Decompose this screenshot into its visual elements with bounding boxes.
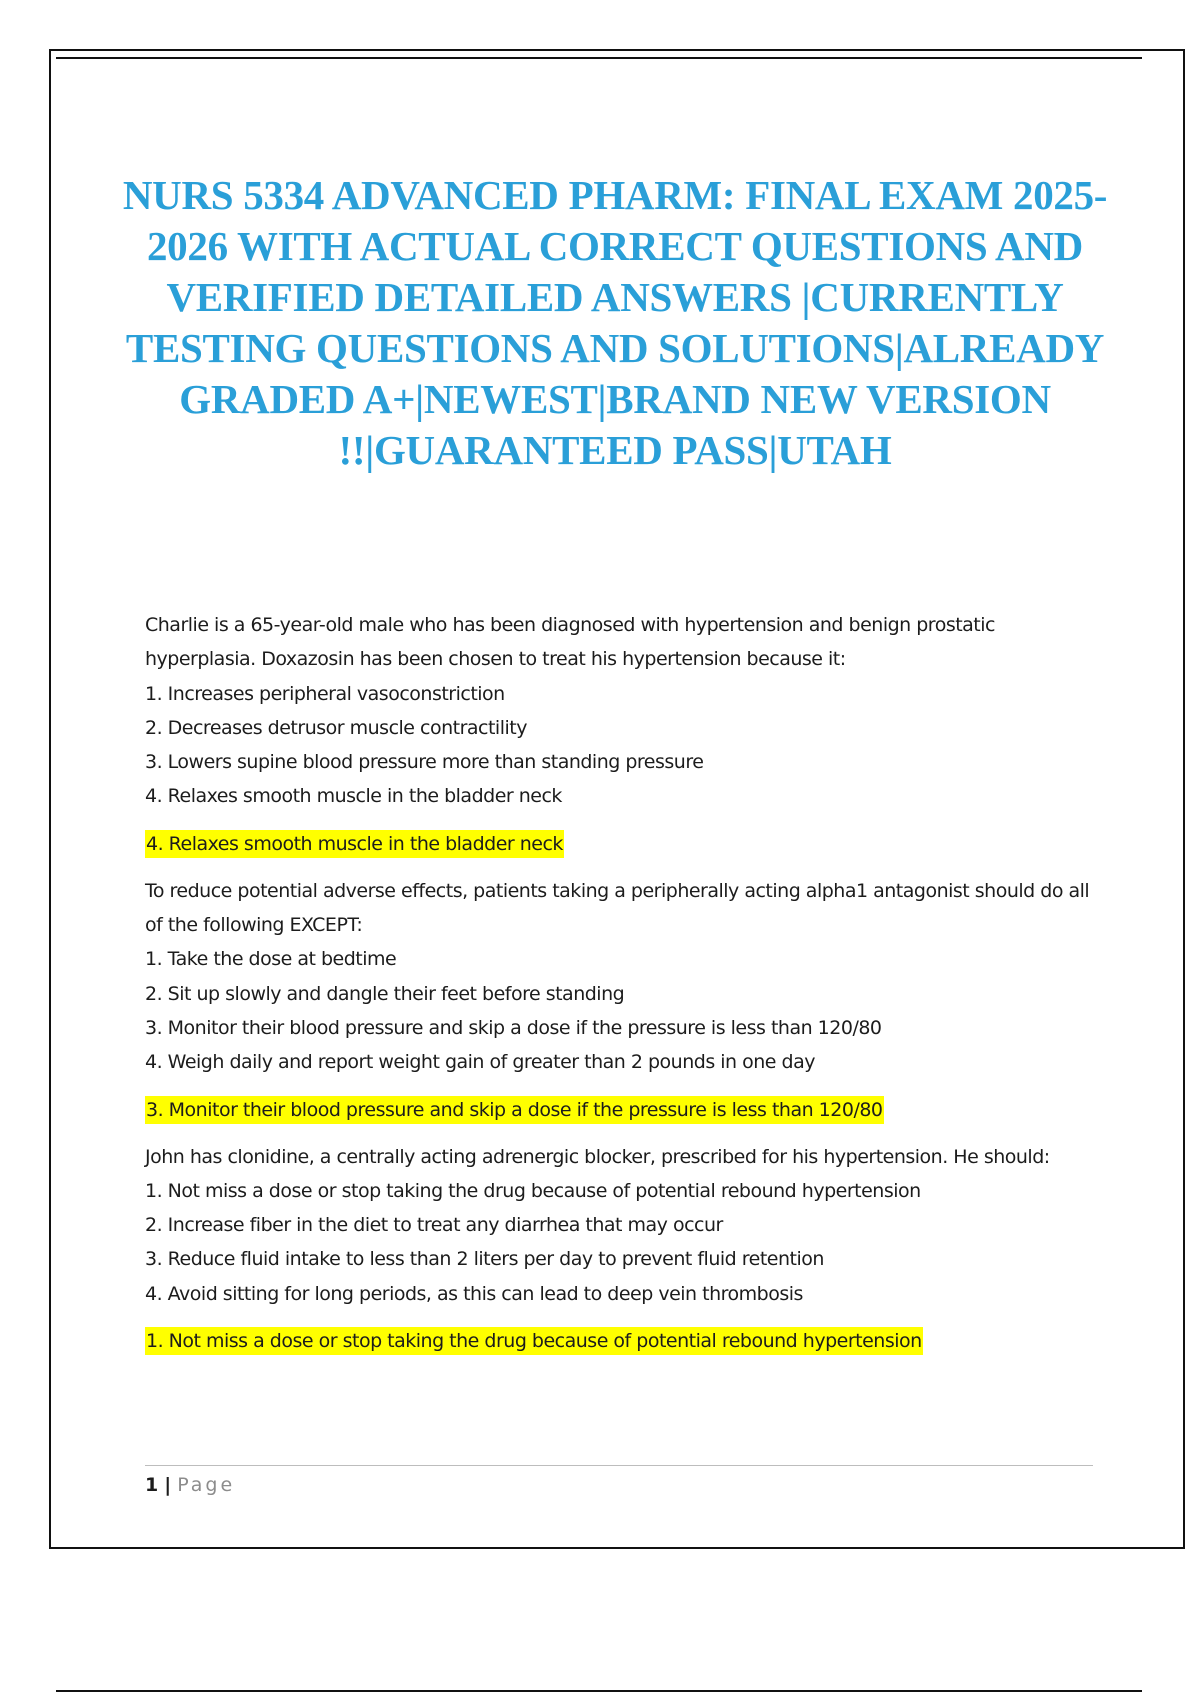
highlighted-answer: 3. Monitor their blood pressure and skip a dose if the pressure is less than 120/80: [145, 1096, 884, 1124]
question-stem: Charlie is a 65-year-old male who has been diagnosed with hypertension and benign prostatic hyperplasia. Doxazosin has been chosen to treat his hypertension because it:: [145, 614, 995, 671]
option-item: 4. Avoid sitting for long periods, as this can lead to deep vein thrombosis: [145, 1282, 803, 1305]
option-list: [145, 677, 1095, 814]
option-item: 3. Reduce fluid intake to less than 2 liters per day to prevent fluid retention: [145, 1248, 824, 1271]
question-block-3: [145, 1140, 1095, 1371]
option-item: 2. Decreases detrusor muscle contractility: [145, 716, 527, 739]
highlighted-answer: 1. Not miss a dose or stop taking the drug because of potential rebound hypertension: [145, 1327, 923, 1355]
question-stem: John has clonidine, a centrally acting adrenergic blocker, prescribed for his hypertension. He should:: [145, 1145, 1050, 1168]
option-list: [145, 1174, 1095, 1311]
footer-separator: |: [164, 1474, 172, 1496]
question-list: [145, 608, 1095, 1371]
page-footer: [145, 1470, 235, 1500]
question-block-1: [145, 608, 1095, 874]
option-item: 4. Relaxes smooth muscle in the bladder neck: [145, 785, 562, 808]
footer-rule: [145, 1465, 1093, 1466]
option-item: 3. Lowers supine blood pressure more than standing pressure: [145, 751, 704, 774]
option-item: 2. Increase fiber in the diet to treat any diarrhea that may occur: [145, 1214, 723, 1237]
bottom-rule: [56, 1690, 1142, 1692]
question-block-2: [145, 874, 1095, 1140]
option-list: [145, 942, 1095, 1079]
document-title: NURS 5334 ADVANCED PHARM: FINAL EXAM 2025-2026 WITH ACTUAL CORRECT QUESTIONS AND VERIFIED DETAILED ANSWERS |CURRENTLY TESTING QUESTIONS AND SOLUTIONS|ALREADY GRADED A+|NEWEST|BRAND NEW VERSION !!|GUARANTEED PASS|UTAH: [122, 172, 1108, 473]
option-item: 4. Weigh daily and report weight gain of greater than 2 pounds in one day: [145, 1051, 815, 1074]
option-item: 2. Sit up slowly and dangle their feet before standing: [145, 982, 625, 1005]
question-stem: To reduce potential adverse effects, patients taking a peripherally acting alpha1 antagonist should do all of the following EXCEPT:: [145, 879, 1090, 937]
page-label: Page: [177, 1474, 236, 1496]
option-item: 1. Take the dose at bedtime: [145, 948, 397, 971]
highlighted-answer: 4. Relaxes smooth muscle in the bladder neck: [145, 830, 564, 858]
option-item: 3. Monitor their blood pressure and skip a dose if the pressure is less than 120/80: [145, 1016, 882, 1039]
option-item: 1. Increases peripheral vasoconstriction: [145, 682, 505, 705]
page-number: 1: [145, 1474, 159, 1496]
option-item: 1. Not miss a dose or stop taking the drug because of potential rebound hypertension: [145, 1179, 921, 1202]
top-rule: [56, 57, 1142, 59]
